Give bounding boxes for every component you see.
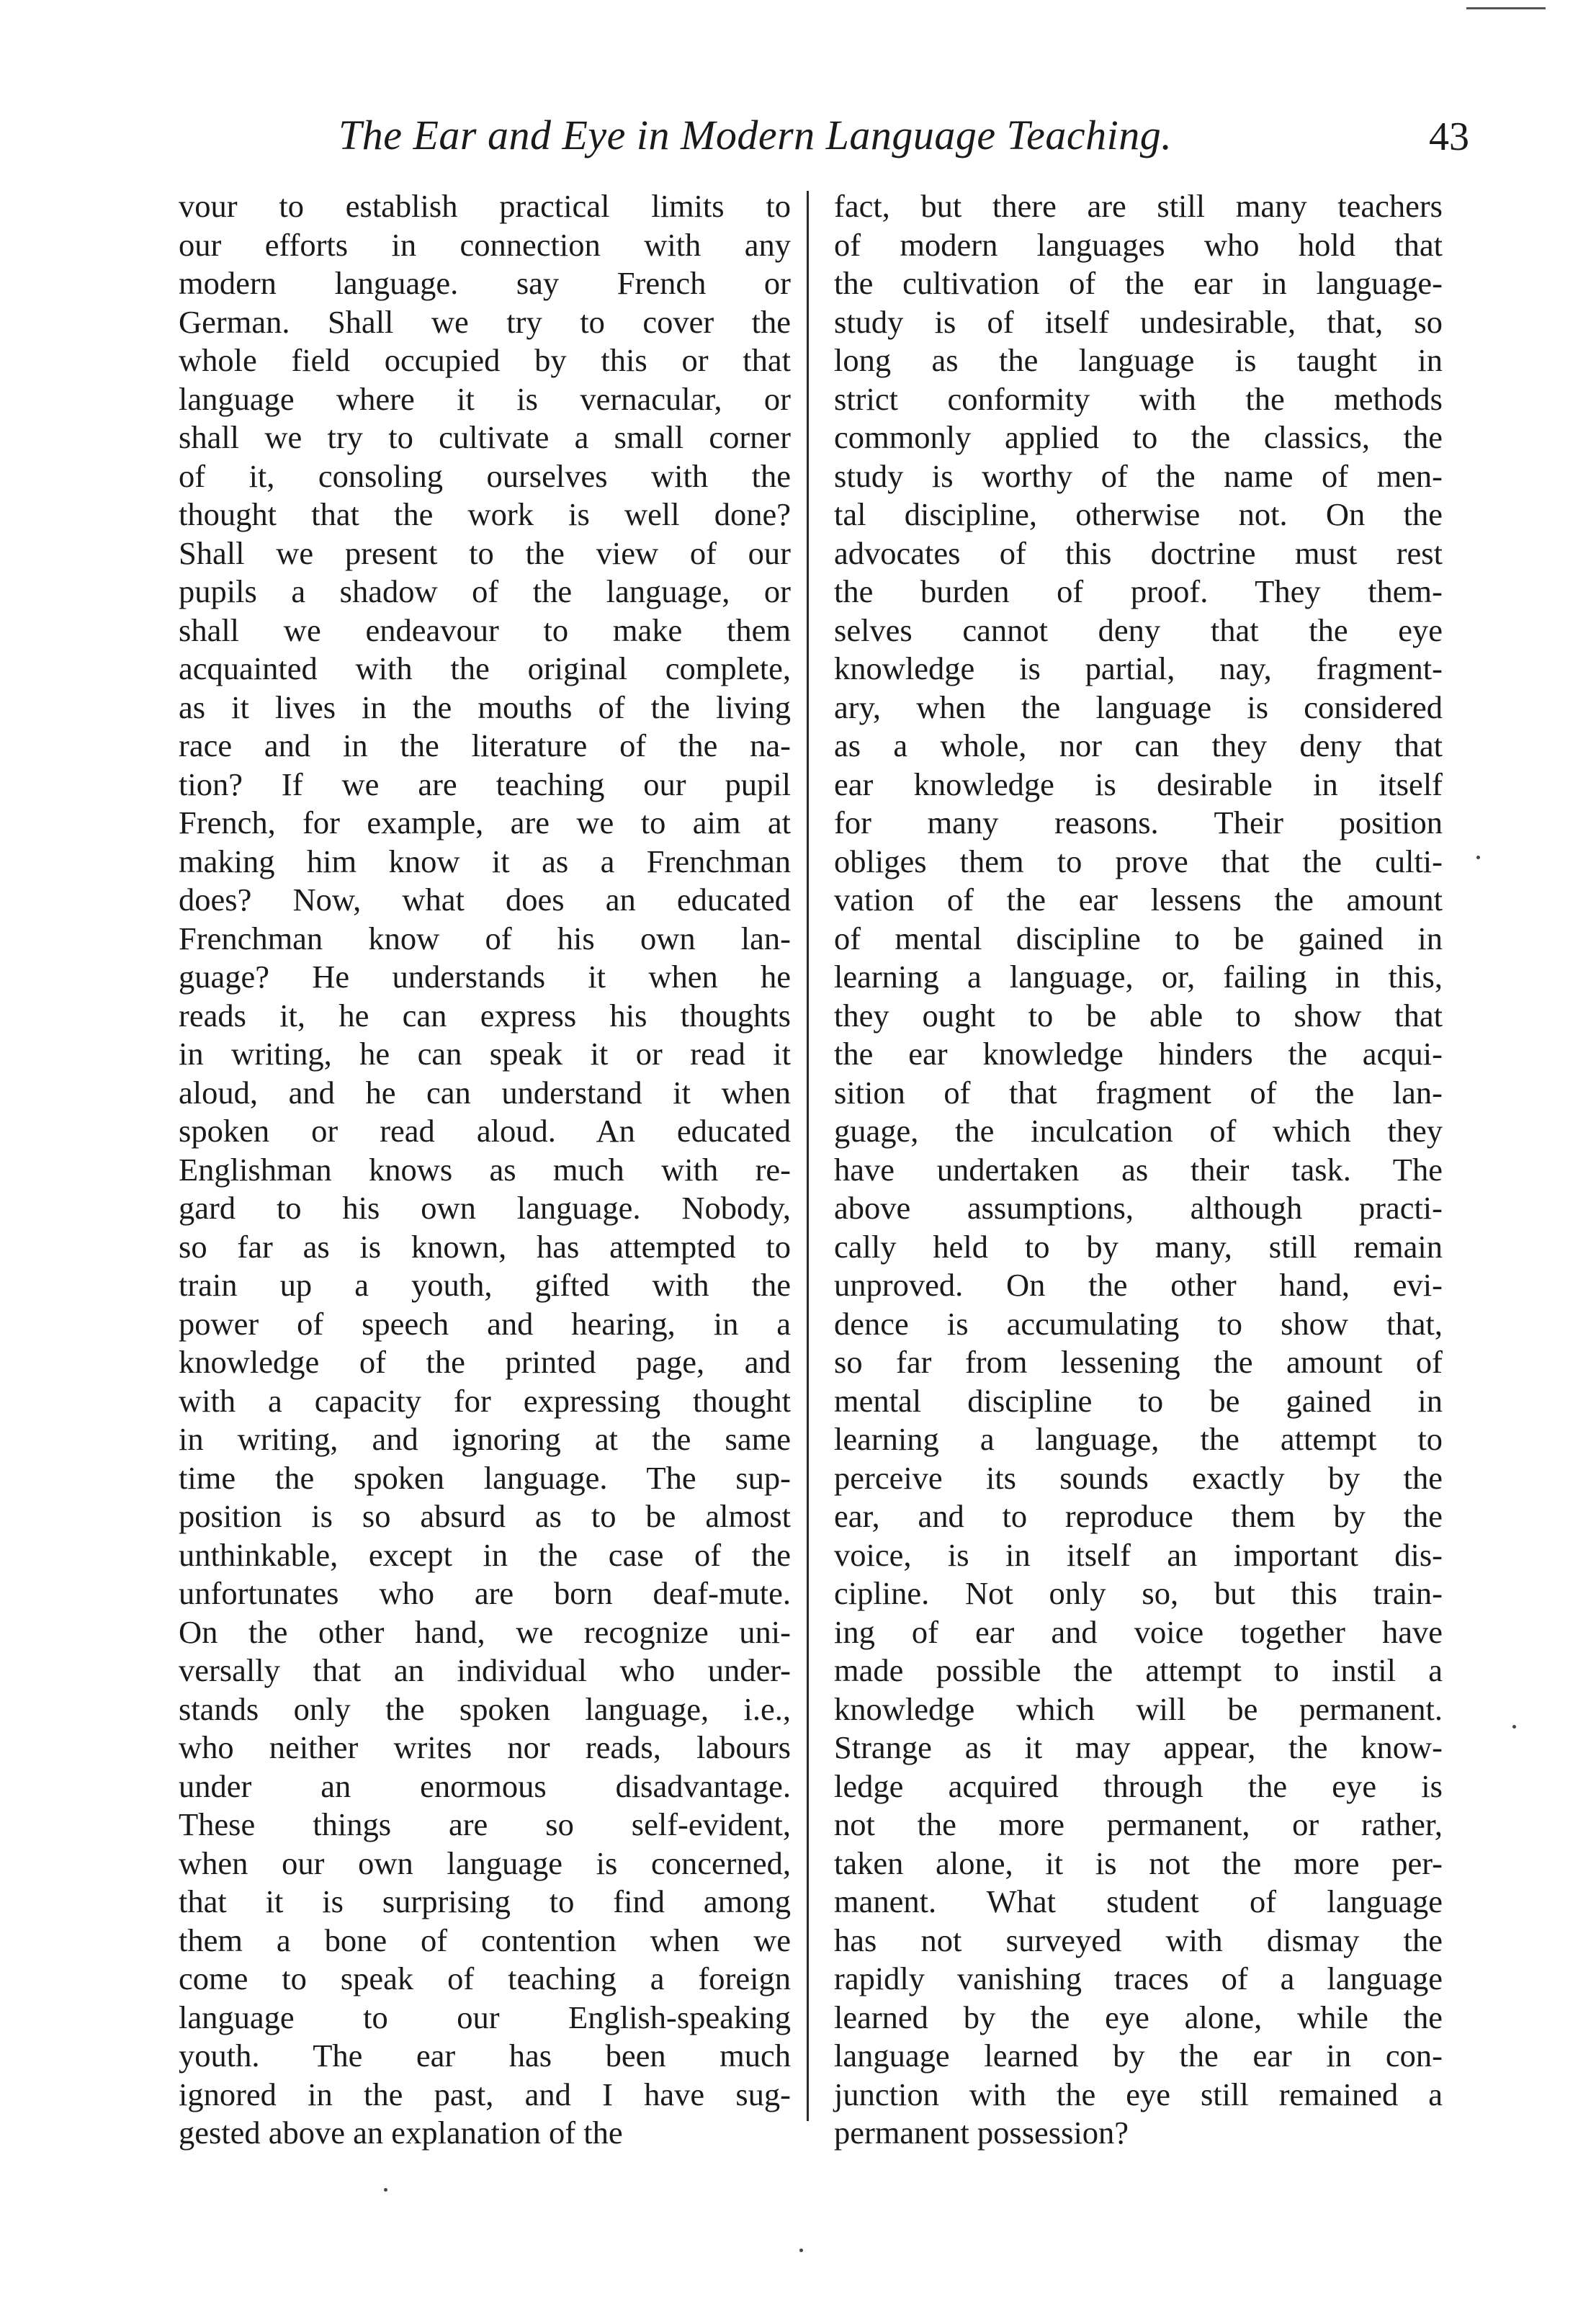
- text-line: long as the language is taught in: [834, 342, 1443, 378]
- text-line: guage, the inculcation of which they: [834, 1113, 1443, 1149]
- text-line: so far from lessening the amount of: [834, 1344, 1443, 1380]
- text-line: acquainted with the original complete,: [179, 650, 791, 686]
- right-column: [834, 187, 1443, 2153]
- text-line: language learned by the ear in con-: [834, 2038, 1443, 2074]
- text-line: the cultivation of the ear in language-: [834, 265, 1443, 301]
- text-line: unfortunates who are born deaf-mute.: [179, 1575, 791, 1611]
- text-line: knowledge of the printed page, and: [179, 1344, 791, 1380]
- text-line: spoken or read aloud. An educated: [179, 1113, 791, 1149]
- text-line: manent. What student of language: [834, 1883, 1443, 1919]
- text-line: selves cannot deny that the eye: [834, 611, 1443, 648]
- text-line: ledge acquired through the eye is: [834, 1767, 1443, 1804]
- text-line: junction with the eye still remained a: [834, 2076, 1443, 2112]
- text-line: whole field occupied by this or that: [179, 342, 791, 378]
- page-number: 43: [1429, 115, 1469, 159]
- text-line: for many reasons. Their position: [834, 804, 1443, 841]
- text-line: of it, consoling ourselves with the: [179, 457, 791, 494]
- text-line: tion? If we are teaching our pupil: [179, 766, 791, 802]
- text-line: language where it is vernacular, or: [179, 380, 791, 417]
- text-line: when our own language is concerned,: [179, 1844, 791, 1881]
- text-line: gard to his own language. Nobody,: [179, 1190, 791, 1226]
- text-line: ary, when the language is considered: [834, 689, 1443, 725]
- text-line: as a whole, nor can they deny that: [834, 727, 1443, 763]
- text-line: making him know it as a Frenchman: [179, 843, 791, 879]
- text-line: rapidly vanishing traces of a language: [834, 1960, 1443, 1996]
- text-line: ing of ear and voice together have: [834, 1613, 1443, 1650]
- text-line: versally that an individual who under-: [179, 1652, 791, 1688]
- text-line: voice, is in itself an important dis-: [834, 1536, 1443, 1573]
- text-line: French, for example, are we to aim at: [179, 804, 791, 841]
- text-line: tal discipline, otherwise not. On the: [834, 496, 1443, 532]
- text-line: in writing, and ignoring at the same: [179, 1421, 791, 1457]
- text-line: them a bone of contention when we: [179, 1922, 791, 1958]
- text-line: learning a language, or, failing in this,: [834, 959, 1443, 995]
- print-speck: [1512, 1725, 1516, 1729]
- text-line: guage? He understands it when he: [179, 959, 791, 995]
- text-line: ear, and to reproduce them by the: [834, 1498, 1443, 1534]
- text-line: study is worthy of the name of men-: [834, 457, 1443, 494]
- text-line: reads it, he can express his thoughts: [179, 997, 791, 1034]
- text-line: unproved. On the other hand, evi-: [834, 1267, 1443, 1303]
- text-line: On the other hand, we recognize uni-: [179, 1613, 791, 1650]
- text-line: thought that the work is well done?: [179, 496, 791, 532]
- column-divider-rule: [807, 191, 809, 2121]
- text-line: knowledge which will be permanent.: [834, 1690, 1443, 1727]
- text-line: shall we endeavour to make them: [179, 611, 791, 648]
- text-line: study is of itself undesirable, that, so: [834, 303, 1443, 340]
- scan-edge-mark: [1466, 7, 1546, 9]
- text-line: sition of that fragment of the lan-: [834, 1074, 1443, 1111]
- text-line: commonly applied to the classics, the: [834, 419, 1443, 455]
- text-line: aloud, and he can understand it when: [179, 1074, 791, 1111]
- text-line: advocates of this doctrine must rest: [834, 534, 1443, 571]
- text-line: as it lives in the mouths of the living: [179, 689, 791, 725]
- text-line: These things are so self-evident,: [179, 1806, 791, 1842]
- text-line: time the spoken language. The sup-: [179, 1459, 791, 1496]
- text-line: knowledge is partial, nay, fragment-: [834, 650, 1443, 686]
- text-line: vour to establish practical limits to: [179, 188, 791, 224]
- running-title: The Ear and Eye in Modern Language Teaching.: [339, 112, 1173, 158]
- text-line: Shall we present to the view of our: [179, 534, 791, 571]
- text-line: vation of the ear lessens the amount: [834, 882, 1443, 918]
- text-line: mental discipline to be gained in: [834, 1382, 1443, 1419]
- text-line: under an enormous disadvantage.: [179, 1767, 791, 1804]
- text-line: race and in the literature of the na-: [179, 727, 791, 763]
- text-line: ear knowledge is desirable in itself: [834, 766, 1443, 802]
- text-line: they ought to be able to show that: [834, 997, 1443, 1034]
- text-line: train up a youth, gifted with the: [179, 1267, 791, 1303]
- text-line: ignored in the past, and I have sug-: [179, 2076, 791, 2112]
- text-line: has not surveyed with dismay the: [834, 1922, 1443, 1958]
- text-line: the burden of proof. They them-: [834, 573, 1443, 609]
- text-line: gested above an explanation of the: [179, 2115, 623, 2151]
- text-line: Englishman knows as much with re-: [179, 1151, 791, 1188]
- text-line: strict conformity with the methods: [834, 380, 1443, 417]
- text-line: stands only the spoken language, i.e.,: [179, 1690, 791, 1727]
- text-line: youth. The ear has been much: [179, 2038, 791, 2074]
- text-line: learned by the eye alone, while the: [834, 1999, 1443, 2035]
- text-line: pupils a shadow of the language, or: [179, 573, 791, 609]
- text-line: taken alone, it is not the more per-: [834, 1844, 1443, 1881]
- print-speck: [1476, 856, 1480, 859]
- text-line: modern language. say French or: [179, 265, 791, 301]
- text-line: have undertaken as their task. The: [834, 1151, 1443, 1188]
- text-line: unthinkable, except in the case of the: [179, 1536, 791, 1573]
- text-line: dence is accumulating to show that,: [834, 1305, 1443, 1342]
- text-line: obliges them to prove that the culti-: [834, 843, 1443, 879]
- text-line: cally held to by many, still remain: [834, 1228, 1443, 1265]
- text-line: cipline. Not only so, but this train-: [834, 1575, 1443, 1611]
- text-line: perceive its sounds exactly by the: [834, 1459, 1443, 1496]
- text-line: Frenchman know of his own lan-: [179, 920, 791, 956]
- text-line: permanent possession?: [834, 2115, 1129, 2151]
- left-column: [179, 187, 791, 2153]
- text-line: fact, but there are still many teachers: [834, 188, 1443, 224]
- text-line: made possible the attempt to instil a: [834, 1652, 1443, 1688]
- text-line: not the more permanent, or rather,: [834, 1806, 1443, 1842]
- text-line: our efforts in connection with any: [179, 226, 791, 263]
- text-line: so far as is known, has attempted to: [179, 1228, 791, 1265]
- text-line: who neither writes nor reads, labours: [179, 1729, 791, 1765]
- text-line: that it is surprising to find among: [179, 1883, 791, 1919]
- text-line: German. Shall we try to cover the: [179, 303, 791, 340]
- text-line: language to our English-speaking: [179, 1999, 791, 2035]
- text-line: in writing, he can speak it or read it: [179, 1036, 791, 1072]
- text-line: shall we try to cultivate a small corner: [179, 419, 791, 455]
- text-line: the ear knowledge hinders the acqui-: [834, 1036, 1443, 1072]
- text-line: does? Now, what does an educated: [179, 882, 791, 918]
- text-line: come to speak of teaching a foreign: [179, 1960, 791, 1996]
- text-line: power of speech and hearing, in a: [179, 1305, 791, 1342]
- text-line: of mental discipline to be gained in: [834, 920, 1443, 956]
- text-line: with a capacity for expressing thought: [179, 1382, 791, 1419]
- text-line: Strange as it may appear, the know-: [834, 1729, 1443, 1765]
- text-line: position is so absurd as to be almost: [179, 1498, 791, 1534]
- text-line: above assumptions, although practi-: [834, 1190, 1443, 1226]
- print-speck: [384, 2188, 387, 2192]
- text-line: learning a language, the attempt to: [834, 1421, 1443, 1457]
- text-line: of modern languages who hold that: [834, 226, 1443, 263]
- running-head: [180, 108, 1469, 173]
- print-speck: [799, 2249, 803, 2252]
